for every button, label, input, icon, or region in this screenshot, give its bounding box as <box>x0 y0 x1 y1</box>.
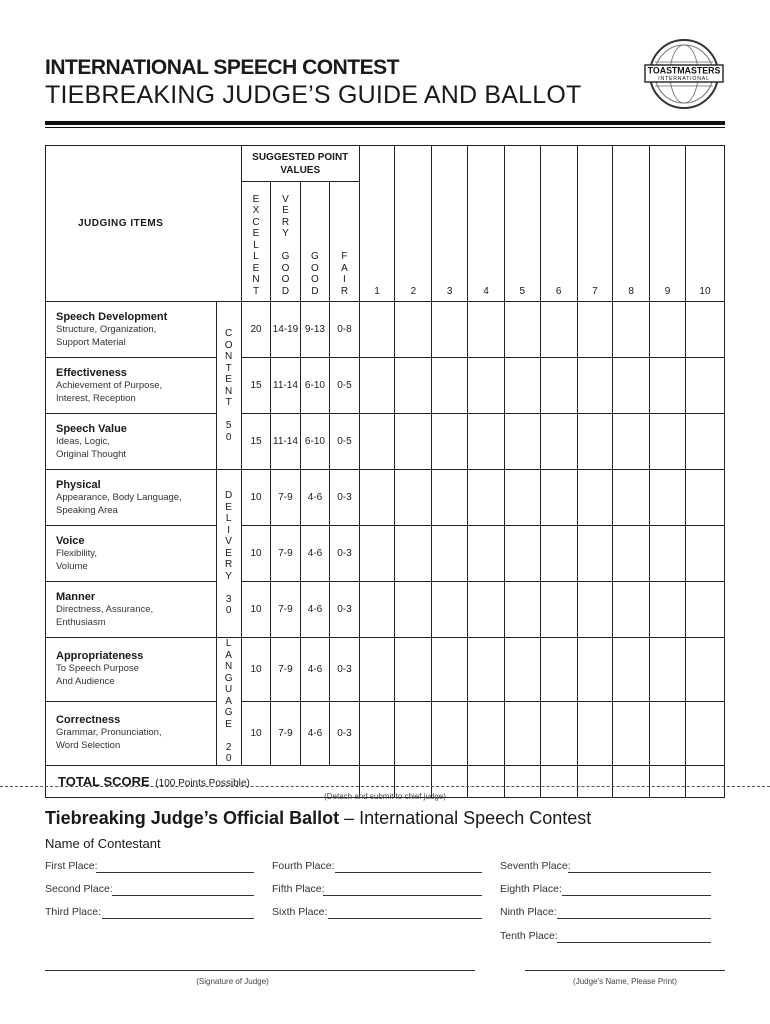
point-value: 11-14 <box>271 358 300 414</box>
score-cell[interactable] <box>650 302 686 358</box>
item-name: Physical <box>56 478 101 491</box>
score-cell[interactable] <box>359 638 395 702</box>
item-name: Effectiveness <box>56 366 127 379</box>
suggested-points-header: SUGGESTED POINT VALUES <box>241 146 359 182</box>
tenth-place-field[interactable] <box>557 942 711 943</box>
score-cell[interactable] <box>395 358 432 414</box>
score-cell[interactable] <box>685 470 724 526</box>
signature-field[interactable] <box>45 970 475 971</box>
score-cell[interactable] <box>395 638 432 702</box>
score-cell[interactable] <box>432 701 468 765</box>
score-cell[interactable] <box>504 470 540 526</box>
contestant-column-8: 8 <box>613 146 650 302</box>
judging-items-header: JUDGING ITEMS <box>46 146 242 302</box>
point-header-good: G O O D <box>300 182 329 302</box>
contest-title: INTERNATIONAL SPEECH CONTEST <box>45 56 399 79</box>
fifth-place-label: Fifth Place: <box>272 883 325 895</box>
score-cell[interactable] <box>650 358 686 414</box>
item-name: Manner <box>56 590 96 603</box>
score-cell[interactable] <box>432 302 468 358</box>
score-cell[interactable] <box>468 582 505 638</box>
score-cell[interactable] <box>504 638 540 702</box>
score-cell[interactable] <box>650 470 686 526</box>
score-cell[interactable] <box>395 302 432 358</box>
score-cell[interactable] <box>613 358 650 414</box>
point-value: 7-9 <box>271 638 300 702</box>
total-score-label: TOTAL SCORE (100 Points Possible) <box>46 765 360 797</box>
item-desc-line2: Volume <box>56 560 88 572</box>
third-place-label: Third Place: <box>45 906 102 918</box>
score-cell[interactable] <box>613 582 650 638</box>
score-cell[interactable] <box>613 701 650 765</box>
seventh-place-field[interactable] <box>568 872 711 873</box>
item-desc-line2: Original Thought <box>56 448 127 460</box>
score-cell[interactable] <box>359 701 395 765</box>
contestant-column-1: 1 <box>359 146 395 302</box>
first-place-field[interactable] <box>96 872 254 873</box>
tenth-place-label: Tenth Place: <box>500 930 558 942</box>
judge-name-field[interactable] <box>525 970 725 971</box>
score-cell[interactable] <box>395 414 432 470</box>
score-cell[interactable] <box>540 582 577 638</box>
score-cell[interactable] <box>468 302 505 358</box>
score-cell[interactable] <box>504 582 540 638</box>
fifth-place-field[interactable] <box>323 895 482 896</box>
eighth-place-field[interactable] <box>562 895 711 896</box>
third-place-field[interactable] <box>102 918 254 919</box>
header-rule <box>45 121 725 125</box>
score-cell[interactable] <box>359 526 395 582</box>
item-desc-line2: Interest, Reception <box>56 392 136 404</box>
item-desc-line1: Grammar, Pronunciation, <box>56 727 162 739</box>
point-header-very-good: V E R Y G O O D <box>271 182 300 302</box>
sixth-place-field[interactable] <box>328 918 482 919</box>
score-cell[interactable] <box>577 701 613 765</box>
sixth-place-label: Sixth Place: <box>272 906 328 918</box>
score-cell[interactable] <box>577 358 613 414</box>
judging-item <box>46 414 217 470</box>
name-of-contestant-label: Name of Contestant <box>45 836 161 851</box>
header-rule-thin <box>45 127 725 128</box>
point-header-excellent: E X C E L L E N T <box>241 182 270 302</box>
score-cell[interactable] <box>613 526 650 582</box>
contestant-column-2: 2 <box>395 146 432 302</box>
category-label: L A N G U A G E 2 0 <box>216 638 241 766</box>
fourth-place-label: Fourth Place: <box>272 860 335 872</box>
score-cell[interactable] <box>540 358 577 414</box>
second-place-label: Second Place: <box>45 883 113 895</box>
point-value: 4-6 <box>300 526 329 582</box>
score-cell[interactable] <box>468 526 505 582</box>
judging-item <box>46 701 217 765</box>
score-cell[interactable] <box>685 302 724 358</box>
score-cell[interactable] <box>685 582 724 638</box>
score-cell[interactable] <box>432 358 468 414</box>
ninth-place-label: Ninth Place: <box>500 906 557 918</box>
point-value: 9-13 <box>300 302 329 358</box>
point-value: 7-9 <box>271 701 300 765</box>
fourth-place-field[interactable] <box>335 872 482 873</box>
score-cell[interactable] <box>685 358 724 414</box>
point-value: 7-9 <box>271 470 300 526</box>
item-name: Appropriateness <box>56 650 144 663</box>
score-cell[interactable] <box>613 414 650 470</box>
ninth-place-field[interactable] <box>557 918 711 919</box>
item-name: Speech Value <box>56 422 127 435</box>
score-cell[interactable] <box>613 470 650 526</box>
contestant-column-5: 5 <box>504 146 540 302</box>
point-value: 7-9 <box>271 526 300 582</box>
point-value: 0-3 <box>330 470 360 526</box>
score-cell[interactable] <box>359 414 395 470</box>
svg-text:TOASTMASTERS: TOASTMASTERS <box>647 65 721 76</box>
seventh-place-label: Seventh Place: <box>500 860 571 872</box>
point-value: 4-6 <box>300 701 329 765</box>
contestant-column-6: 6 <box>540 146 577 302</box>
score-cell[interactable] <box>577 470 613 526</box>
toastmasters-logo <box>643 38 725 110</box>
point-value: 4-6 <box>300 582 329 638</box>
item-name: Correctness <box>56 714 121 727</box>
point-value: 0-3 <box>330 526 360 582</box>
score-cell[interactable] <box>577 638 613 702</box>
contestant-column-3: 3 <box>432 146 468 302</box>
score-cell[interactable] <box>540 701 577 765</box>
category-label: D E L I V E R Y 3 0 <box>216 470 241 638</box>
score-cell[interactable] <box>432 582 468 638</box>
point-value: 20 <box>241 302 270 358</box>
ballot-title: Tiebreaking Judge’s Official Ballot – International Speech Contest <box>45 808 592 828</box>
point-value: 10 <box>241 526 270 582</box>
score-cell[interactable] <box>504 414 540 470</box>
score-cell[interactable] <box>540 302 577 358</box>
item-desc-line2: Enthusiasm <box>56 616 106 628</box>
score-cell[interactable] <box>432 414 468 470</box>
score-cell[interactable] <box>685 701 724 765</box>
item-desc-line2: Word Selection <box>56 740 121 752</box>
score-cell[interactable] <box>432 470 468 526</box>
point-value: 6-10 <box>300 414 329 470</box>
score-cell[interactable] <box>395 582 432 638</box>
score-cell[interactable] <box>540 414 577 470</box>
score-cell[interactable] <box>468 701 505 765</box>
score-cell[interactable] <box>395 701 432 765</box>
score-cell[interactable] <box>577 526 613 582</box>
score-cell[interactable] <box>650 701 686 765</box>
item-desc-line1: Flexibility, <box>56 547 97 559</box>
svg-text:INTERNATIONAL: INTERNATIONAL <box>658 76 710 82</box>
signature-label: (Signature of Judge) <box>196 977 269 986</box>
item-desc-line1: Directness, Assurance, <box>56 603 154 615</box>
point-value: 10 <box>241 582 270 638</box>
item-desc-line2: Speaking Area <box>56 504 118 516</box>
score-cell[interactable] <box>504 302 540 358</box>
contestant-column-4: 4 <box>468 146 505 302</box>
score-cell[interactable] <box>468 638 505 702</box>
score-cell[interactable] <box>359 470 395 526</box>
second-place-field[interactable] <box>112 895 254 896</box>
item-name: Speech Development <box>56 310 168 323</box>
detach-line <box>0 786 770 787</box>
item-desc-line2: Support Material <box>56 336 126 348</box>
item-desc-line1: Structure, Organization, <box>56 323 157 335</box>
score-cell[interactable] <box>468 358 505 414</box>
score-cell[interactable] <box>650 638 686 702</box>
score-cell[interactable] <box>577 414 613 470</box>
point-value: 0-3 <box>330 701 360 765</box>
score-cell[interactable] <box>540 470 577 526</box>
score-cell[interactable] <box>613 638 650 702</box>
point-value: 4-6 <box>300 638 329 702</box>
point-value: 15 <box>241 414 270 470</box>
score-cell[interactable] <box>577 582 613 638</box>
judge-name-label: (Judge’s Name, Please Print) <box>573 977 677 986</box>
score-cell[interactable] <box>540 638 577 702</box>
score-cell[interactable] <box>359 302 395 358</box>
contestant-column-7: 7 <box>577 146 613 302</box>
eighth-place-label: Eighth Place: <box>500 883 562 895</box>
item-desc-line1: Ideas, Logic, <box>56 435 110 447</box>
score-cell[interactable] <box>685 414 724 470</box>
point-value: 10 <box>241 470 270 526</box>
score-cell[interactable] <box>468 470 505 526</box>
judging-item <box>46 582 217 638</box>
judging-item <box>46 302 217 358</box>
point-value: 0-8 <box>330 302 360 358</box>
point-value: 10 <box>241 638 270 702</box>
judging-item <box>46 526 217 582</box>
score-cell[interactable] <box>359 582 395 638</box>
point-value: 11-14 <box>271 414 300 470</box>
score-cell[interactable] <box>432 638 468 702</box>
point-value: 0-3 <box>330 638 360 702</box>
score-cell[interactable] <box>577 302 613 358</box>
point-value: 0-3 <box>330 582 360 638</box>
score-cell[interactable] <box>395 470 432 526</box>
score-cell[interactable] <box>650 414 686 470</box>
score-cell[interactable] <box>650 582 686 638</box>
score-cell[interactable] <box>504 701 540 765</box>
item-desc-line1: Achievement of Purpose, <box>56 379 163 391</box>
contestant-column-9: 9 <box>650 146 686 302</box>
point-value: 4-6 <box>300 470 329 526</box>
point-header-fair: F A I R <box>330 182 360 302</box>
guide-title: TIEBREAKING JUDGE’S GUIDE AND BALLOT <box>45 81 582 109</box>
first-place-label: First Place: <box>45 860 98 872</box>
point-value: 15 <box>241 358 270 414</box>
score-cell[interactable] <box>504 526 540 582</box>
score-cell[interactable] <box>359 358 395 414</box>
judging-item <box>46 358 217 414</box>
contestant-column-10: 10 <box>685 146 724 302</box>
point-value: 14-19 <box>271 302 300 358</box>
score-cell[interactable] <box>540 526 577 582</box>
judging-item <box>46 638 217 702</box>
point-value: 6-10 <box>300 358 329 414</box>
judging-table <box>45 145 725 798</box>
point-value: 10 <box>241 701 270 765</box>
point-value: 7-9 <box>271 582 300 638</box>
item-desc-line1: To Speech Purpose <box>56 663 139 675</box>
judging-item <box>46 470 217 526</box>
point-value: 0-5 <box>330 414 360 470</box>
item-name: Voice <box>56 534 85 547</box>
item-desc-line2: And Audience <box>56 676 115 688</box>
item-desc-line1: Appearance, Body Language, <box>56 491 182 503</box>
point-value: 0-5 <box>330 358 360 414</box>
category-label: C O N T E N T 5 0 <box>216 302 241 470</box>
score-cell[interactable] <box>432 526 468 582</box>
score-cell[interactable] <box>395 526 432 582</box>
score-cell[interactable] <box>685 638 724 702</box>
score-cell[interactable] <box>468 414 505 470</box>
score-cell[interactable] <box>650 526 686 582</box>
score-cell[interactable] <box>685 526 724 582</box>
detach-note: (Detach and submit to chief judge) <box>324 792 446 801</box>
score-cell[interactable] <box>504 358 540 414</box>
score-cell[interactable] <box>613 302 650 358</box>
